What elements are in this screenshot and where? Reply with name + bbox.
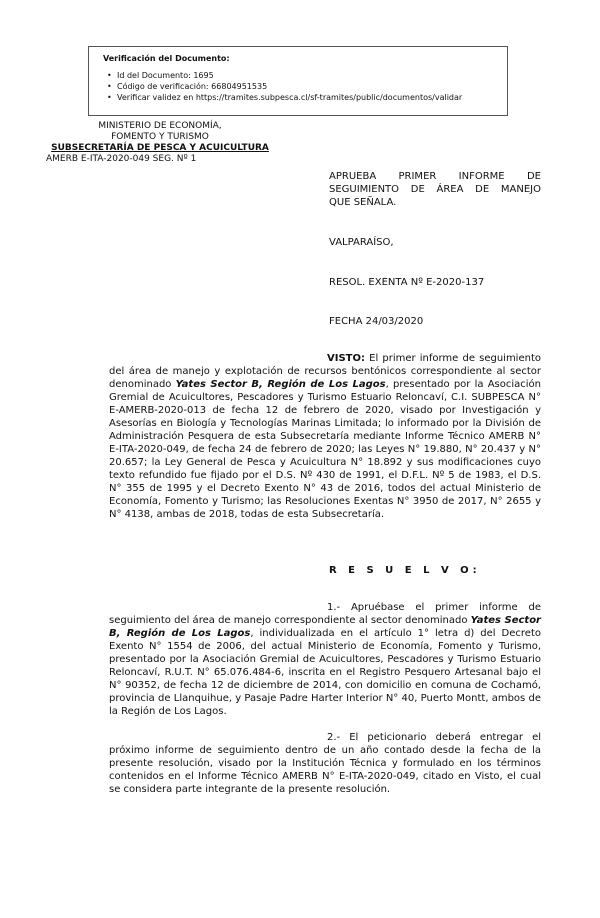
visto-label: VISTO: — [327, 353, 365, 364]
point2-text: 2.- El peticionario deberá entregar el próximo informe de seguimiento dentro de un año contado desde la fecha de la presente resolución, visado por la Institución Técnica y formulado en los términos contenidos en el Informe Técnico AMERB N° E-ITA-2020-049, citado en Visto, el cual se considera parte integrante de la presente resolución. — [109, 732, 541, 795]
city: VALPARAÍSO, — [329, 237, 394, 248]
resolution-number: RESOL. EXENTA Nº E-2020-137 — [329, 277, 485, 288]
resolution-date: FECHA 24/03/2020 — [329, 316, 424, 327]
visto-text-b: , presentado por la Asociación Gremial de Acuicultores, Pescadores y Turismo Estuario Reloncaví, C.I. SUBPESCA N° E-AMERB-2020-013 de fecha 12 de febrero de 2020, visado por Investigación y Asesorías en Biología y Tecnologías Marinas Limitada; lo informado por la División de Administración Pesquera de esta Subsecretaría mediante Informe Técnico AMERB N° E-ITA-2020-049, de fecha 24 de febrero de 2020; las Leyes N° 19.880, N° 20.437 y N° 20.657; la Ley General de Pesca y Acuicultura N° 18.892 y sus modificaciones cuyo texto refundido fue fijado por el D.S. Nº 430 de 1991, el D.F.L. Nº 5 de 1983, el D.S. N° 355 de 1995 y el Decreto Exento N° 43 de 2016, todos del actual Ministerio de Economía, Fomento y Turismo; las Resoluciones Exentas N° 3950 de 2017, N° 2655 y N° 4138, ambas de 2018, todas de esta Subsecretaría. — [109, 379, 541, 520]
visto-paragraph — [109, 352, 541, 521]
document-id: • Id del Documento: 1695 — [117, 70, 507, 81]
point-1-paragraph — [109, 601, 541, 718]
point-2-paragraph — [109, 731, 541, 796]
visto-text-a: El primer informe de seguimiento del área de manejo y explotación de recursos bentónicos correspondiente al sector denominado — [109, 353, 541, 390]
subject-line3: QUE SEÑALA. — [329, 197, 397, 208]
resolution-subject — [329, 170, 541, 209]
verification-link[interactable]: • Verificar validez en https://tramites.subpesca.cl/sf-tramites/public/documentos/validar — [117, 92, 507, 103]
visto-sector: Yates Sector B, Región de Los Lagos — [175, 379, 386, 390]
ministry-line2: FOMENTO Y TURISMO — [111, 132, 209, 142]
subject-line2: SEGUIMIENTO DE ÁREA DE MANEJO — [329, 184, 541, 195]
verification-title: Verificación del Documento: — [103, 54, 230, 63]
reference-number: AMERB E-ITA-2020-049 SEG. Nº 1 — [46, 154, 197, 164]
verification-code: • Código de verificación: 66804951535 — [117, 81, 507, 92]
verification-list — [103, 70, 507, 103]
point1-sector: Yates Sector B, Región de Los Lagos — [109, 615, 541, 639]
subject-line1: APRUEBA PRIMER INFORME DE — [329, 171, 541, 182]
ministry-line1: MINISTERIO DE ECONOMÍA, — [98, 121, 222, 131]
ministry-header — [30, 121, 290, 165]
point1-text-b: , individualizada en el artículo 1° letra d) del Decreto Exento N° 1554 de 2006, del actual Ministerio de Economía, Fomento y Turismo, presentado por la Asociación Gremial de Acuicultores, Pescadores y Turismo Estuario Reloncaví, R.U.T. N° 65.076.484-6, inscrita en el Registro Pesquero Artesanal bajo el N° 90352, de fecha 12 de diciembre de 2014, con domicilio en comuna de Cochamó, provincia de Llanquihue, y Pasaje Padre Harter Interior N° 40, Puerto Montt, ambos de la Región de Los Lagos. — [109, 628, 541, 717]
subsecretaria-name: SUBSECRETARÍA DE PESCA Y ACUICULTURA — [51, 143, 269, 153]
resuelvo-heading: R E S U E L V O: — [329, 565, 481, 576]
point1-text-a: 1.- Apruébase el primer informe de seguimiento del área de manejo correspondiente al sector denominado — [109, 602, 541, 626]
verification-box — [88, 46, 508, 116]
